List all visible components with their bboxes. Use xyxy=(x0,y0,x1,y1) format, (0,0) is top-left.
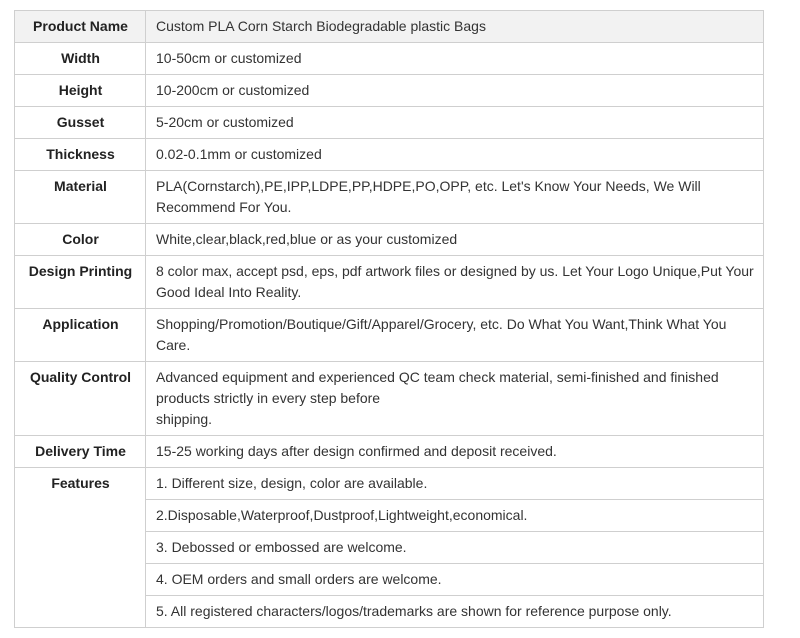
table-row xyxy=(15,107,764,139)
row-label: Application xyxy=(15,309,146,362)
row-value-text: shipping. xyxy=(156,411,213,427)
row-label: Thickness xyxy=(15,139,146,171)
table-row xyxy=(15,171,764,224)
table-row xyxy=(15,43,764,75)
product-spec-table xyxy=(14,10,764,628)
table-row xyxy=(15,436,764,468)
row-label: Width xyxy=(15,43,146,75)
row-value xyxy=(146,171,764,224)
row-value-text: 0.02-0.1mm or customized xyxy=(156,146,322,162)
table-row xyxy=(15,309,764,362)
row-label: Delivery Time xyxy=(15,436,146,468)
row-value-text: White,clear,black,red,blue or as your customized xyxy=(156,231,458,247)
table-row xyxy=(15,256,764,309)
feature-item: 2.Disposable,Waterproof,Dustproof,Lightweight,economical. xyxy=(146,500,764,532)
row-label: Material xyxy=(15,171,146,224)
row-value-text: 15-25 working days after design confirmed and deposit received. xyxy=(156,443,557,459)
row-value-text: Custom PLA Corn Starch Biodegradable plastic Bags xyxy=(156,18,486,34)
table-row xyxy=(15,362,764,436)
row-value-text: 8 color max, accept psd, eps, pdf artwork files or designed by us. Let Your Logo Unique,Put Your Good Ideal Into Reality. xyxy=(156,263,754,300)
row-label: Color xyxy=(15,224,146,256)
row-value xyxy=(146,43,764,75)
row-value xyxy=(146,436,764,468)
row-label: Design Printing xyxy=(15,256,146,309)
row-value xyxy=(146,309,764,362)
features-label: Features xyxy=(15,468,146,628)
table-row xyxy=(15,224,764,256)
row-value xyxy=(146,75,764,107)
row-value xyxy=(146,362,764,436)
feature-row xyxy=(15,468,764,500)
row-label: Product Name xyxy=(15,11,146,43)
row-value-text: 10-200cm or customized xyxy=(156,82,310,98)
row-value-text: Shopping/Promotion/Boutique/Gift/Apparel/Grocery, etc. Do What You Want,Think What You Care. xyxy=(156,316,727,353)
row-value xyxy=(146,107,764,139)
row-value-text: PLA(Cornstarch),PE,IPP,LDPE,PP,HDPE,PO,OPP, etc. Let's Know Your Needs, We Will Recommend For You. xyxy=(156,178,701,215)
table-row xyxy=(15,75,764,107)
feature-item: 3. Debossed or embossed are welcome. xyxy=(146,532,764,564)
row-label: Height xyxy=(15,75,146,107)
row-value-text: 5-20cm or customized xyxy=(156,114,294,130)
row-label: Gusset xyxy=(15,107,146,139)
row-value xyxy=(146,139,764,171)
feature-item: 5. All registered characters/logos/trademarks are shown for reference purpose only. xyxy=(146,596,764,628)
row-value xyxy=(146,224,764,256)
row-value xyxy=(146,256,764,309)
table-row xyxy=(15,11,764,43)
row-value-text: Advanced equipment and experienced QC team check material, semi-finished and finished products strictly in every step before xyxy=(156,369,719,406)
row-value xyxy=(146,11,764,43)
feature-item: 1. Different size, design, color are available. xyxy=(146,468,764,500)
table-row xyxy=(15,139,764,171)
feature-item: 4. OEM orders and small orders are welcome. xyxy=(146,564,764,596)
row-label: Quality Control xyxy=(15,362,146,436)
row-value-text: 10-50cm or customized xyxy=(156,50,302,66)
spec-table-body xyxy=(15,11,764,628)
